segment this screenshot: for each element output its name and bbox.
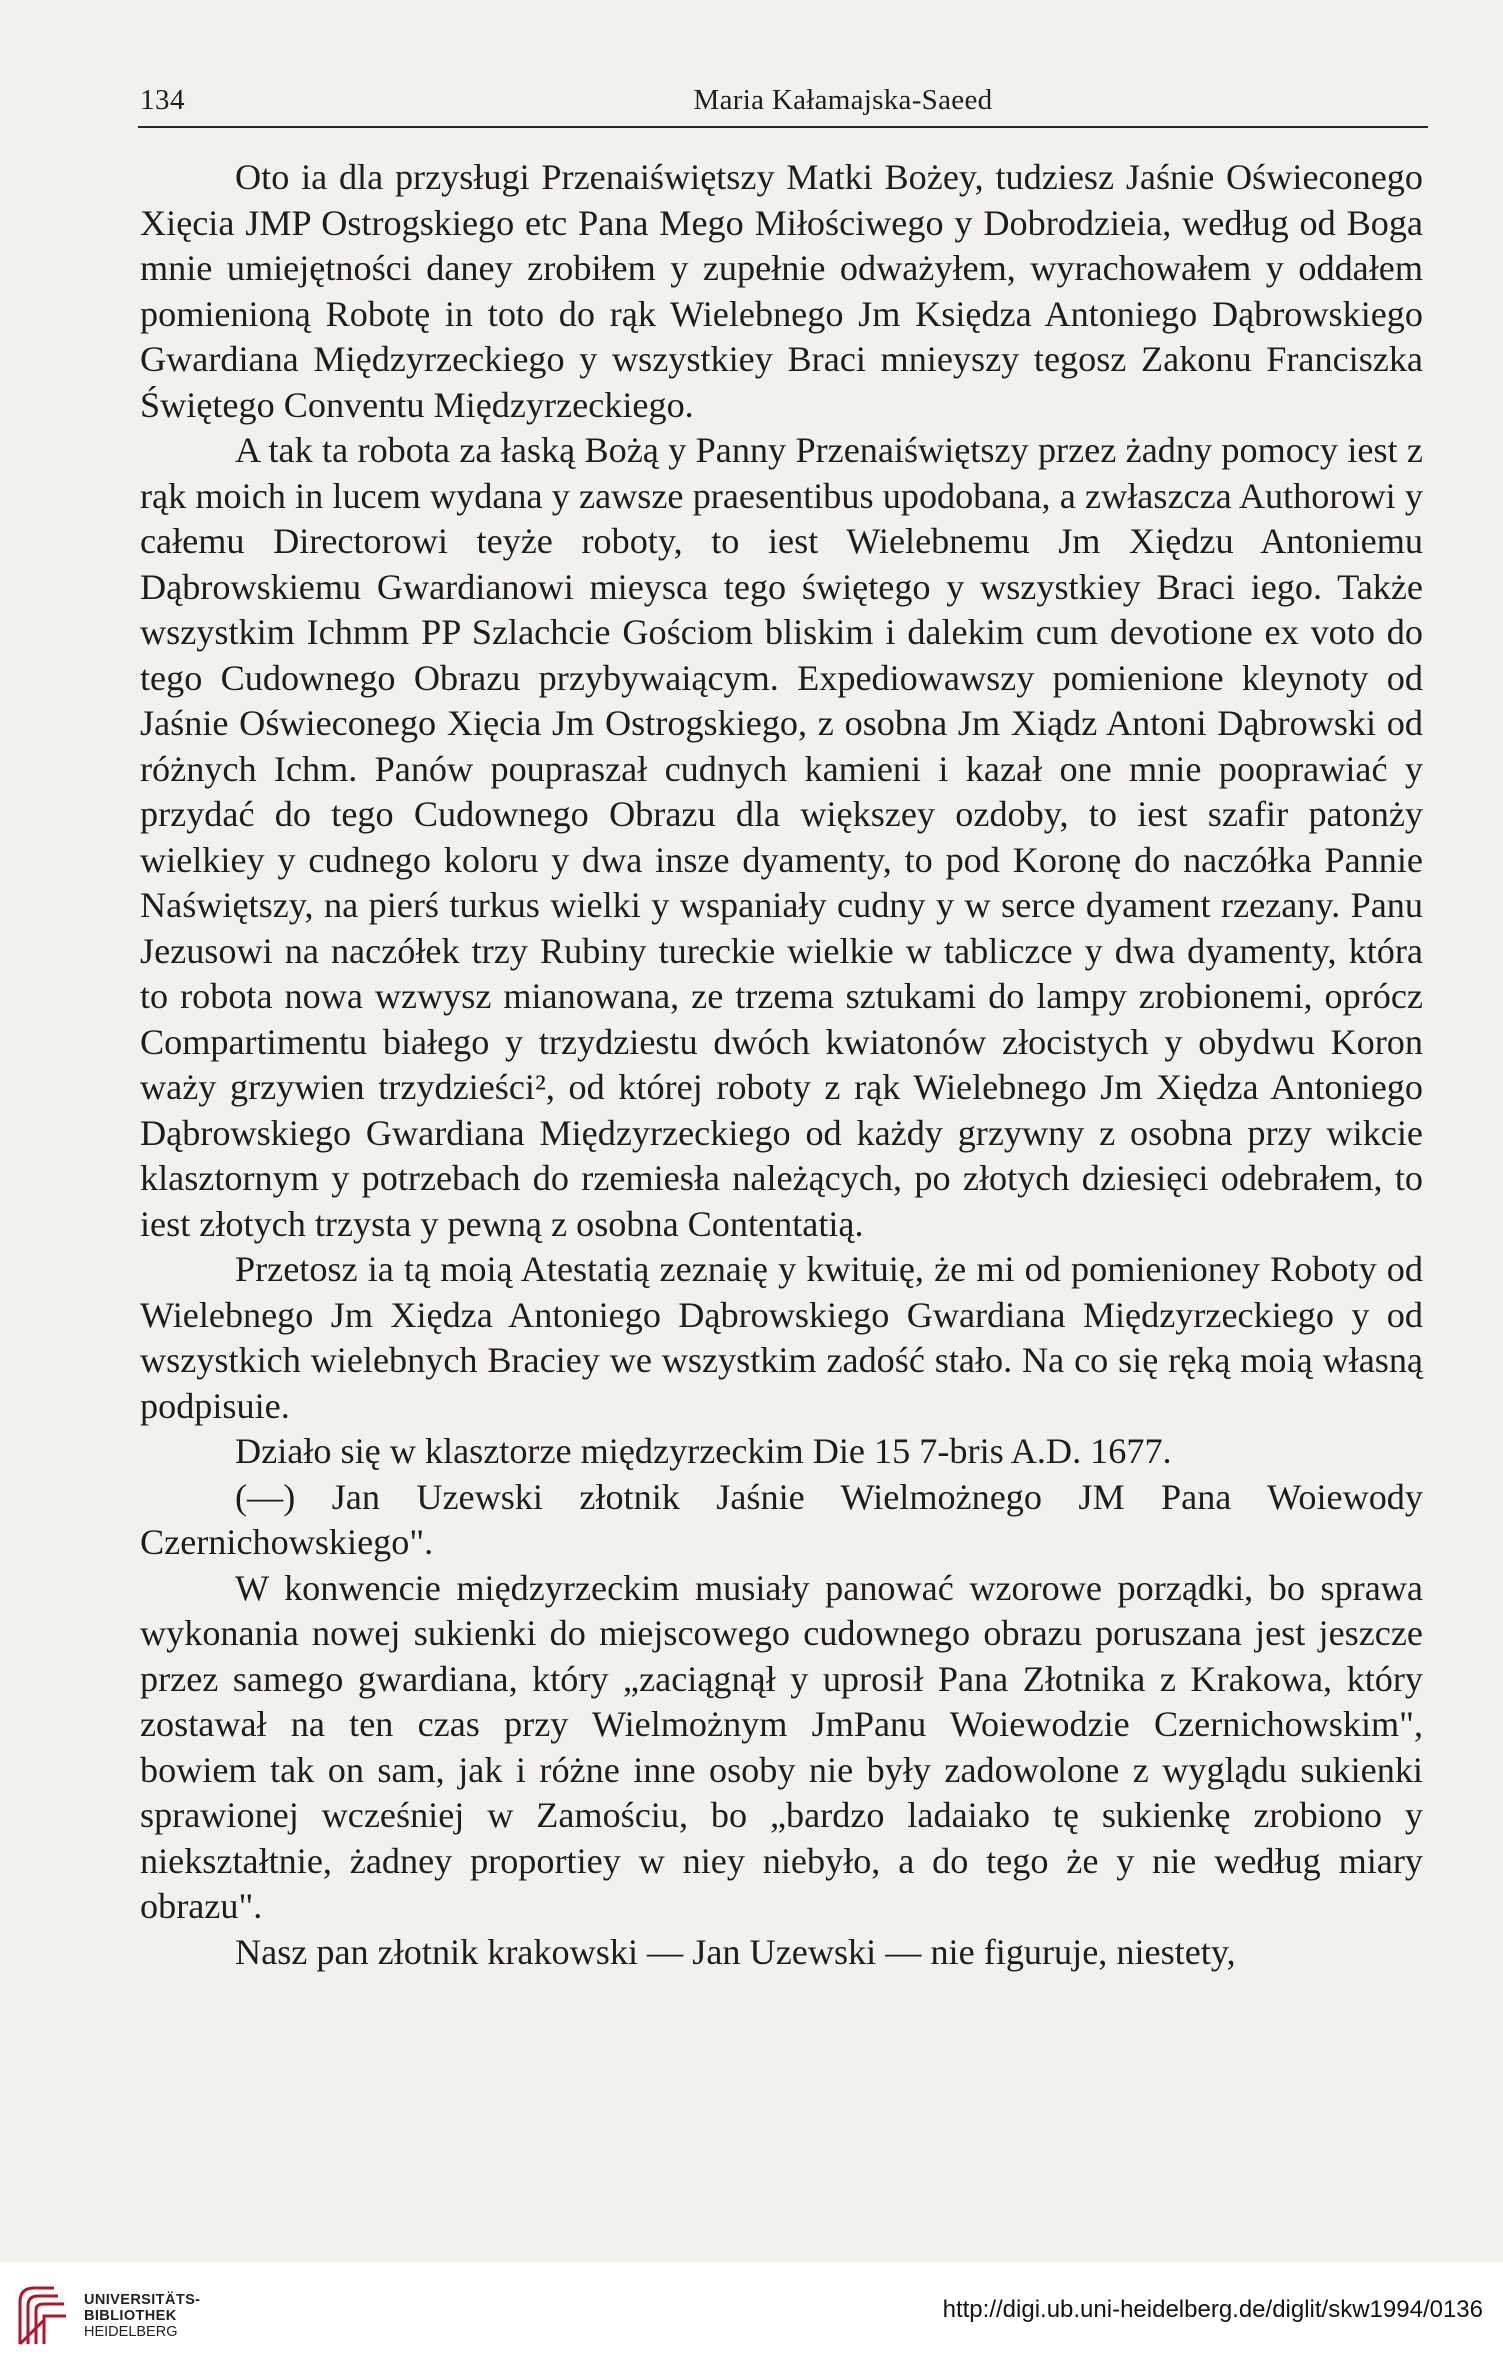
heidelberg-library-logo-icon (14, 2280, 72, 2350)
digitization-footer (0, 2262, 1503, 2369)
page-number: 134 (140, 84, 185, 116)
library-line: UNIVERSITÄTS- (84, 2292, 201, 2308)
paragraph: Przetosz ia tą moią Atestatią zeznaię y kwituię, że mi od pomienioney Roboty od Wielebnego Jm Xiędza Antoniego Dąbrowskiego Gwardiana Międzyrzeckiego y od wszystkich wielebnych Braciey we wszystkim zadość stało. Na co się ręką moią własną podpisuie. (140, 1249, 1423, 1426)
source-url-link[interactable]: http://digi.ub.uni-heidelberg.de/diglit/skw1994/0136 (942, 2296, 1483, 2323)
paragraph: W konwencie międzyrzeckim musiały panować wzorowe porządki, bo sprawa wykonania nowej sukienki do miejscowego cudownego obrazu poruszana jest jeszcze przez samego gwardiana, który „zaciągnął y uprosił Pana Złotnika z Krakowa, który zostawał na ten czas przy Wielmożnym JmPanu Woiewodzie Czernichowskim", bowiem tak on sam, jak i różne inne osoby nie były zadowolone z wyglądu sukienki sprawionej wcześniej w Zamościu, bo „bardzo ladaiako tę sukienkę zrobiono y niekształtnie, żadney proportiey w niey niebyło, a do tego że y nie według miary obrazu". (140, 1567, 1423, 1926)
page-header (138, 78, 1428, 128)
library-line: BIBLIOTHEK (84, 2308, 177, 2324)
body-text (140, 155, 1423, 1975)
library-line: HEIDELBERG (84, 2324, 178, 2340)
paragraph: Działo się w klasztorze międzyrzeckim Die 15 7-bris A.D. 1677. (235, 1431, 1172, 1471)
paragraph: Nasz pan złotnik krakowski — Jan Uzewski — nie figuruje, niestety, (235, 1931, 1236, 1972)
library-name (84, 2292, 200, 2340)
paragraph: Oto ia dla przysługi Przenaiświętszy Matki Bożey, tudziesz Jaśnie Oświeconego Xięcia JMP Ostrogskiego etc Pana Mego Miłościwego y Dobrodzieia, według od Boga mnie umiejętności daney zrobiłem y zupełnie odważyłem, wyrachowałem y oddałem pomienioną Robotę in toto do rąk Wielebnego Jm Księdza Antoniego Dąbrowskiego Gwardiana Międzyrzeckiego y wszystkiey Braci mnieyszy tegosz Zakonu Franciszka Świętego Conventu Międzyrzeckiego. (140, 157, 1423, 425)
running-head: Maria Kałamajska-Saeed (693, 84, 993, 116)
paragraph: A tak ta robota za łaską Bożą y Panny Przenaiświętszy przez żadny pomocy iest z rąk moich in lucem wydana y zawsze praesentibus upodobana, a zwłaszcza Authorowi y całemu Directorowi teyże roboty, to iest Wielebnemu Jm Xiędzu Antoniemu Dąbrowskiemu Gwardianowi mieysca tego świętego y wszystkiey Braci iego. Także wszystkim Ichmm PP Szlachcie Gościom bliskim i dalekim cum devotione ex voto do tego Cudownego Obrazu przybywaiącym. Expediowawszy pomienione kleynoty od Jaśnie Oświeconego Xięcia Jm Ostrogskiego, z osobna Jm Xiądz Antoni Dąbrowski od różnych Ichm. Panów poupraszał cudnych kamieni i kazał one mnie pooprawiać y przydać do tego Cudownego Obrazu dla większey ozdoby, to iest szafir patonży wielkiey y cudnego koloru y dwa insze dyamenty, to pod Koronę do naczółka Pannie Naświętszy, na pierś turkus wielki y wspaniały cudny y w serce dyament rzezany. Panu Jezusowi na naczółek trzy Rubiny tureckie wielkie w tabliczce y dwa dyamenty, która to robota nowa wzwysz mianowana, ze trzema sztukami do lampy zrobionemi, oprócz Compartimentu białego y trzydziestu dwóch kwiatonów złocistych y obydwu Koron waży grzywien trzydzieści², od której roboty z rąk Wielebnego Jm Xiędza Antoniego Dąbrowskiego Gwardiana Międzyrzeckiego od każdy grzywny z osobna przy wikcie klasztornym y potrzebach do rzemiesła należących, po złotych dziesięci odebrałem, to iest złotych trzysta y pewną z osobna Contentatią. (140, 430, 1423, 1244)
paragraph: (—) Jan Uzewski złotnik Jaśnie Wielmożnego JM Pana Woiewody Czernichowskiego". (140, 1476, 1423, 1562)
